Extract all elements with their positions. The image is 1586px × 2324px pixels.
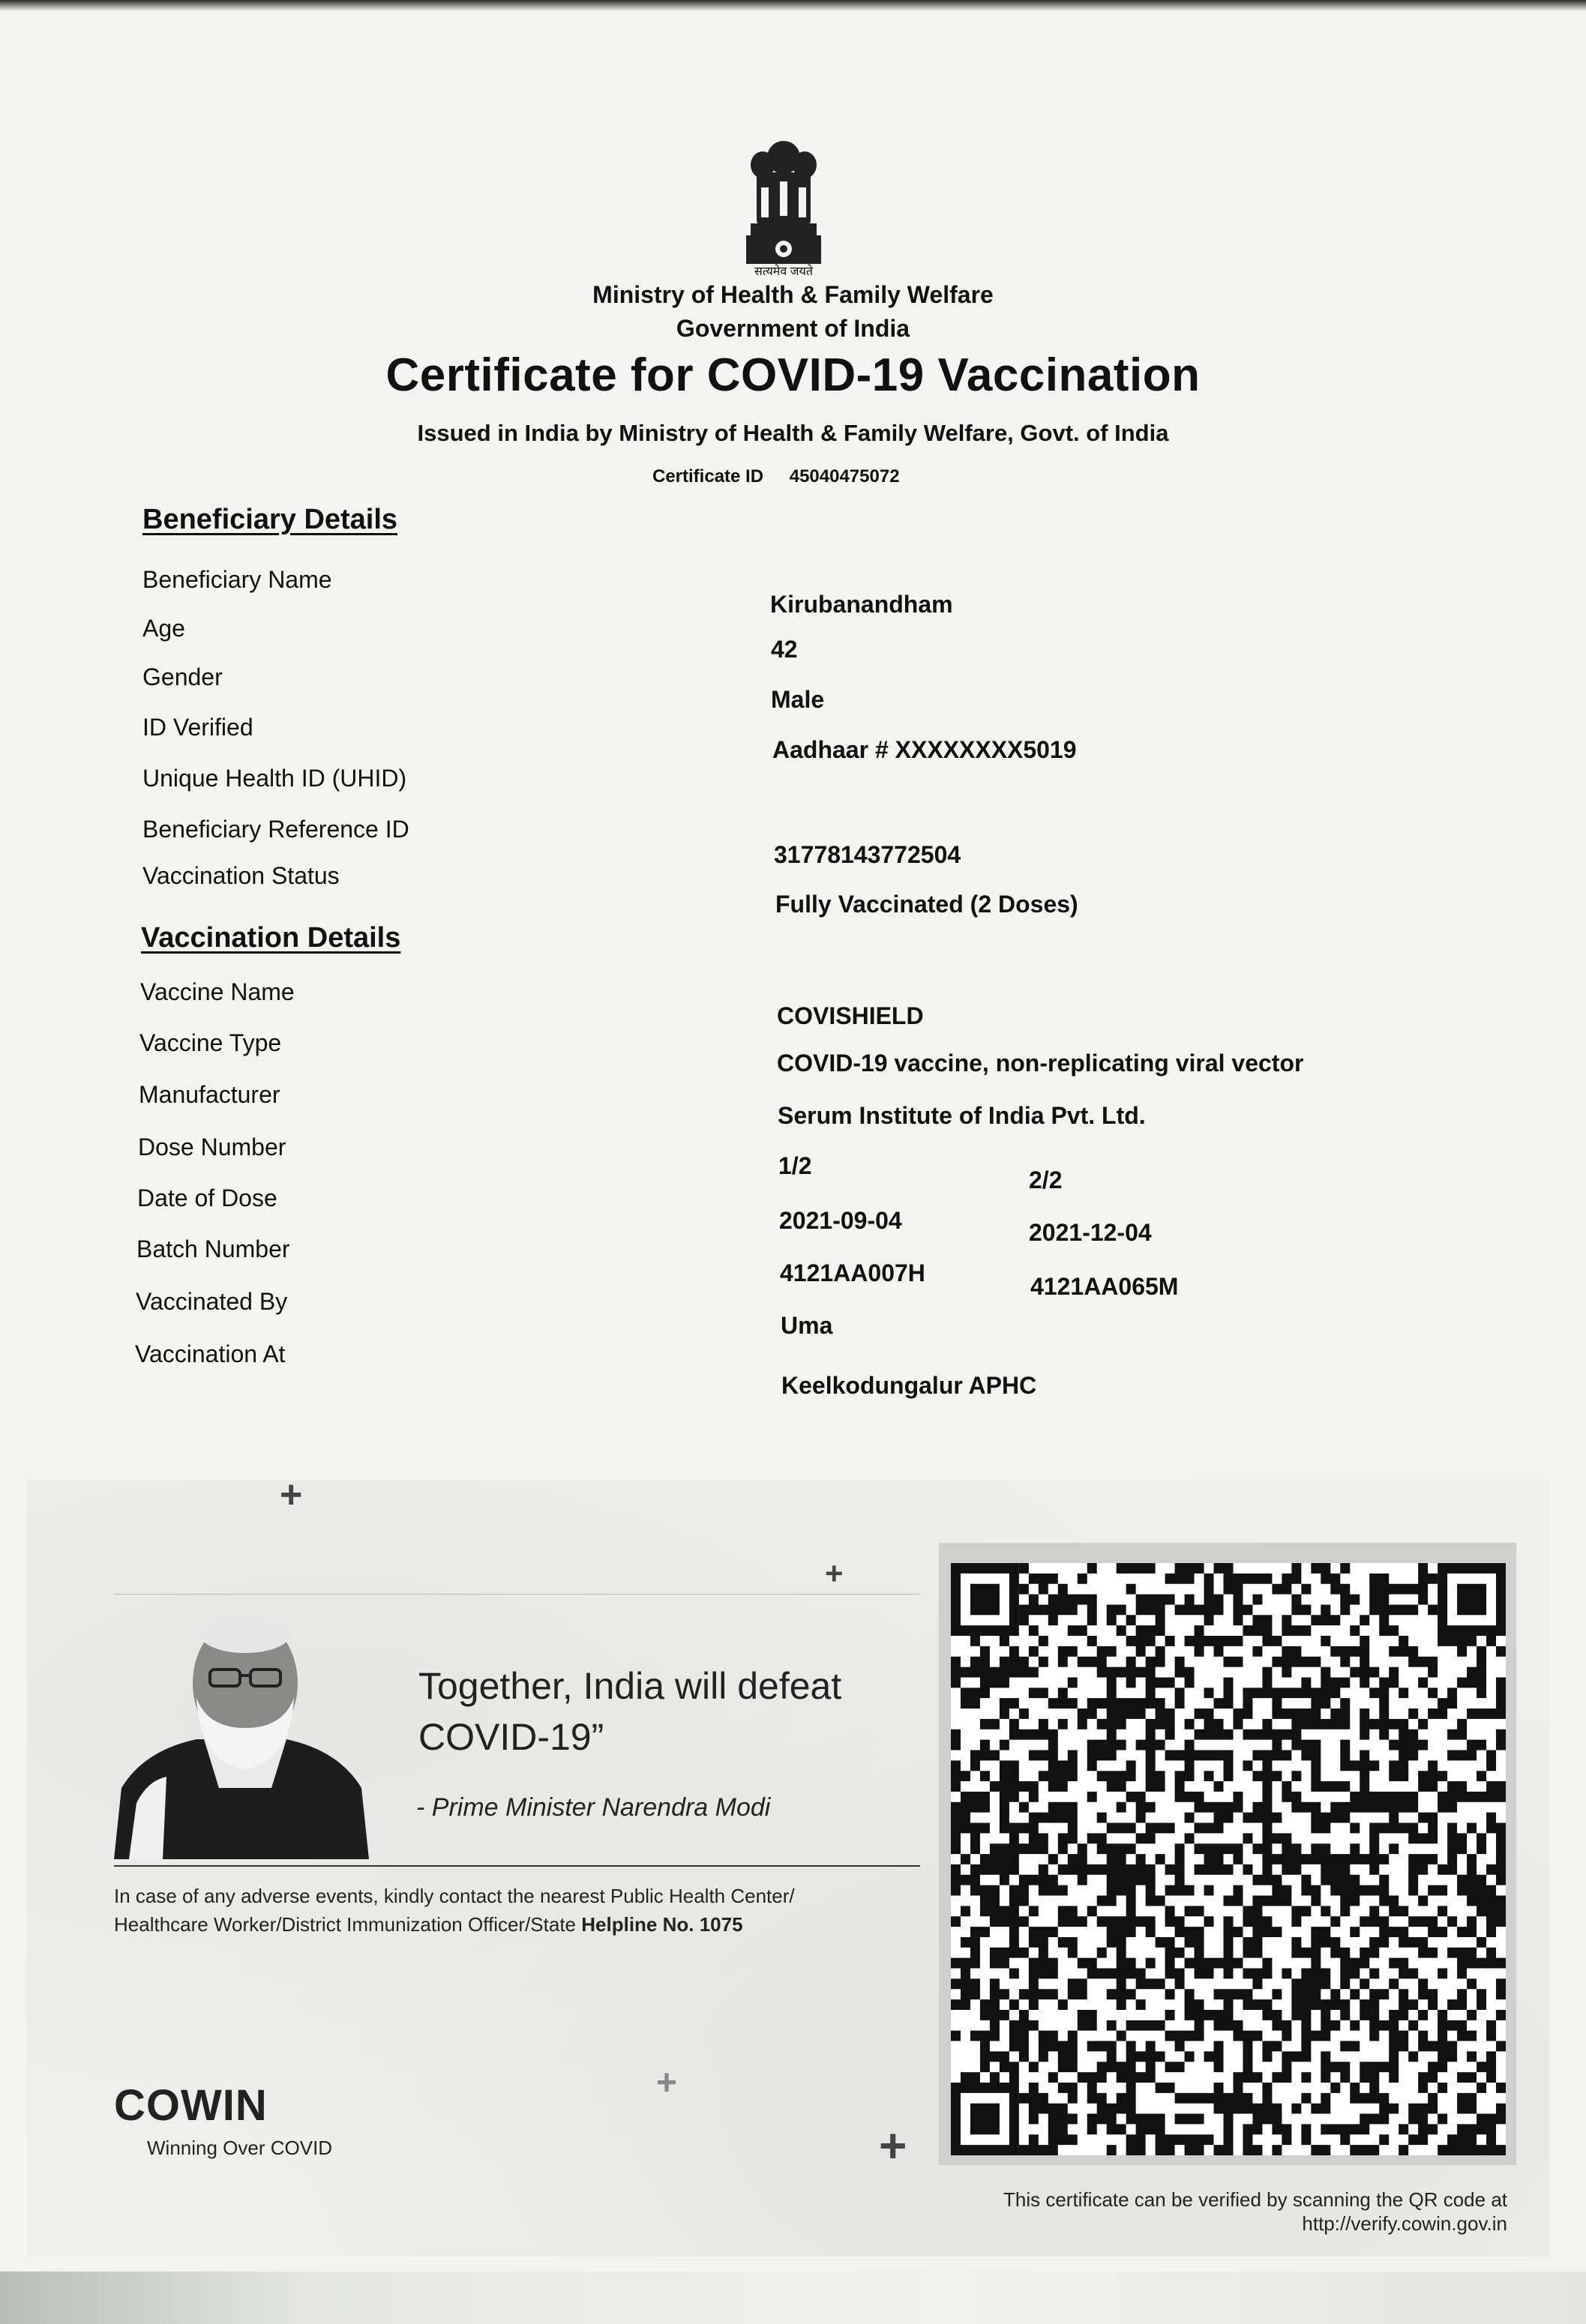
value-reference-id: 31778143772504 — [774, 841, 961, 868]
label-uhid: Unique Health ID (UHID) — [142, 765, 407, 792]
value-dose-2-number: 2/2 — [1029, 1166, 1063, 1193]
label-vaccine-name: Vaccine Name — [140, 978, 295, 1005]
certificate-id-row — [652, 466, 900, 487]
quote-top-rule — [114, 1594, 920, 1595]
label-age: Age — [142, 615, 185, 642]
value-id-verified: Aadhaar # XXXXXXXX5019 — [772, 736, 1077, 763]
quote-line-1: Together, India will defeat — [418, 1665, 842, 1707]
cowin-tagline: Winning Over COVID — [147, 2137, 333, 2159]
page-edge-top — [0, 0, 1586, 10]
ministry-name: Ministry of Health & Family Welfare — [592, 281, 994, 308]
value-dose-1-batch: 4121AA007H — [780, 1259, 925, 1286]
label-gender: Gender — [142, 663, 223, 690]
qr-finder-pattern — [951, 2083, 1019, 2155]
emblem-motto: सत्यमेव जयते — [754, 265, 813, 278]
plus-icon: + — [280, 1473, 303, 1517]
value-vaccine-name: COVISHIELD — [777, 1002, 924, 1029]
certificate-id-label: Certificate ID — [652, 466, 764, 487]
quote-text — [418, 1661, 841, 1762]
adverse-events-notice — [114, 1882, 916, 1939]
label-vaccination-at: Vaccination At — [135, 1340, 286, 1367]
certificate-id-value: 45040475072 — [789, 466, 900, 487]
value-vaccine-type: COVID-19 vaccine, non-replicating viral vector — [777, 1050, 1304, 1077]
adverse-line-2 — [114, 1910, 916, 1939]
government-name: Government of India — [676, 315, 910, 342]
certificate-title: Certificate for COVID-19 Vaccination — [385, 349, 1201, 401]
value-vaccination-at: Keelkodungalur APHC — [781, 1372, 1037, 1399]
label-vaccine-type: Vaccine Type — [139, 1029, 282, 1056]
label-date-of-dose: Date of Dose — [137, 1184, 277, 1211]
qr-code-icon — [951, 1563, 1506, 2155]
value-dose-1-date: 2021-09-04 — [779, 1207, 902, 1234]
adverse-line-1: In case of any adverse events, kindly contact the nearest Public Health Center/ — [114, 1885, 795, 1907]
plus-icon: + — [879, 2119, 907, 2173]
page-edge-bottom — [0, 2272, 1586, 2324]
cowin-logo-icon: COWIN — [114, 2081, 268, 2130]
plus-icon: + — [656, 2063, 678, 2103]
value-dose-2-batch: 4121AA065M — [1030, 1273, 1179, 1300]
value-dose-1-number: 1/2 — [778, 1152, 812, 1179]
verify-url[interactable]: http://verify.cowin.gov.in — [1302, 2212, 1507, 2235]
label-vaccinated-by: Vaccinated By — [136, 1288, 288, 1315]
qr-finder-pattern — [1438, 1563, 1506, 1636]
value-age: 42 — [771, 636, 798, 663]
value-gender: Male — [771, 686, 825, 713]
quote-line-2: COVID-19” — [418, 1716, 604, 1758]
label-id-verified: ID Verified — [142, 714, 253, 741]
value-vaccinated-by: Uma — [781, 1312, 833, 1339]
plus-icon: + — [825, 1556, 844, 1591]
label-vaccination-status: Vaccination Status — [142, 862, 340, 889]
vaccination-heading: Vaccination Details — [141, 922, 401, 954]
value-dose-2-date: 2021-12-04 — [1029, 1219, 1152, 1246]
verify-line-1: This certificate can be verified by scanning the QR code at — [1003, 2188, 1507, 2211]
qr-finder-pattern — [951, 1563, 1019, 1636]
quote-divider — [114, 1865, 920, 1867]
verify-notice — [930, 2188, 1507, 2236]
value-manufacturer: Serum Institute of India Pvt. Ltd. — [778, 1102, 1146, 1129]
label-beneficiary-name: Beneficiary Name — [142, 566, 332, 593]
adverse-line-2-text: Healthcare Worker/District Immunization Officer/State — [114, 1913, 582, 1936]
label-dose-number: Dose Number — [138, 1134, 286, 1161]
label-reference-id: Beneficiary Reference ID — [142, 816, 409, 843]
value-beneficiary-name: Kirubanandham — [770, 591, 953, 618]
beneficiary-heading: Beneficiary Details — [142, 504, 398, 535]
quote-author: - Prime Minister Narendra Modi — [416, 1793, 771, 1822]
helpline-number: Helpline No. 1075 — [581, 1913, 743, 1936]
label-batch-number: Batch Number — [136, 1235, 290, 1262]
label-manufacturer: Manufacturer — [139, 1081, 280, 1108]
value-vaccination-status: Fully Vaccinated (2 Doses) — [775, 891, 1078, 918]
prime-minister-photo — [114, 1601, 369, 1859]
certificate-subtitle: Issued in India by Ministry of Health & Family Welfare, Govt. of India — [417, 420, 1169, 446]
